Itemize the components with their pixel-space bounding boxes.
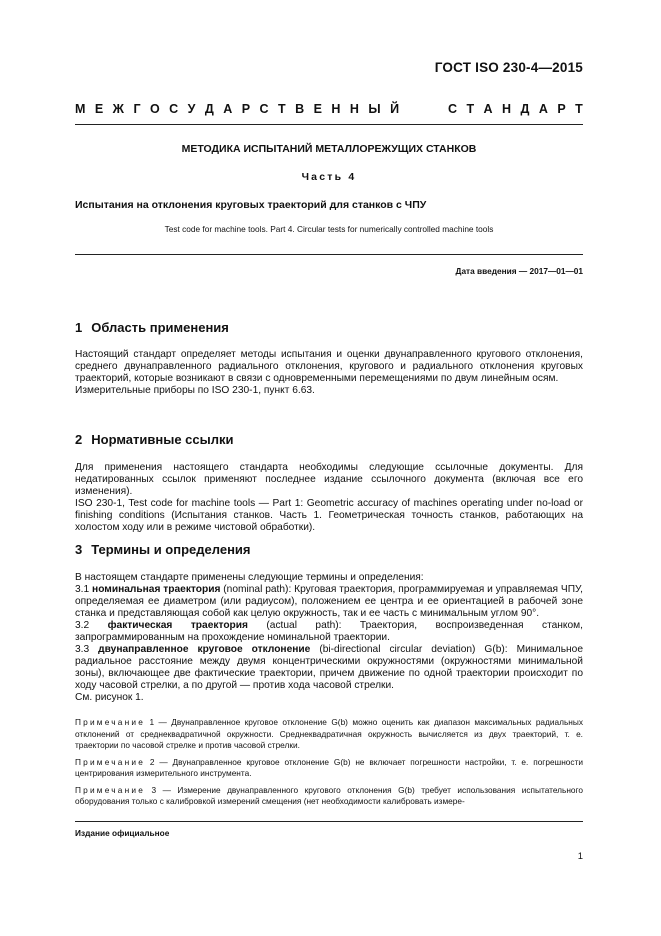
section-3-title: Термины и определения — [91, 542, 251, 557]
note-3 — [75, 785, 583, 808]
edition-label: Издание официальное — [75, 828, 170, 838]
term-3-3 — [75, 644, 583, 692]
notes-block — [75, 717, 583, 813]
part-label: Часть 4 — [301, 171, 357, 183]
term-3-3-name: двунаправленное круговое отклонение — [98, 644, 311, 655]
banner-letter: А — [538, 102, 548, 116]
note-2-label: Примечание — [75, 756, 146, 767]
term-3-2 — [75, 620, 583, 644]
section-1-heading — [75, 320, 229, 335]
banner-letter: Р — [557, 102, 566, 116]
term-3-2-name: фактическая траектория — [107, 620, 248, 631]
banner-letter: А — [483, 102, 493, 116]
title-divider — [75, 254, 583, 255]
term-3-1-name: номинальная траектория — [92, 584, 221, 595]
section-3-body — [75, 572, 583, 704]
section-1-body — [75, 349, 583, 397]
note-3-label: Примечание — [75, 784, 146, 795]
note-1-label: Примечание — [75, 717, 146, 727]
section-3-number: 3 — [75, 542, 83, 557]
banner-letter: Ж — [112, 102, 124, 116]
banner-letter: Е — [94, 102, 104, 116]
standard-number: ГОСТ ISO 230-4—2015 — [434, 60, 583, 75]
banner-letter: Н — [349, 102, 359, 116]
section-2-paragraph-1: Для применения настоящего стандарта необходимы следующие ссылочные документы. Для недатированных ссылок применяют последнее издание ссылочного документа (включая все его изменения). — [75, 462, 583, 497]
banner-letter: О — [149, 102, 160, 116]
introduction-date: Дата введения — 2017—01—01 — [455, 266, 583, 276]
banner-letter: М — [75, 102, 86, 116]
banner-letter: Й — [390, 102, 400, 116]
document-main-title: МЕТОДИКА ИСПЫТАНИЙ МЕТАЛЛОРЕЖУЩИХ СТАНКОВ — [181, 143, 477, 155]
banner-letter: Т — [466, 102, 475, 116]
banner-letter: Н — [331, 102, 341, 116]
term-3-2-definition: (actual path): Траектория, воспроизведенная станком, запрограммированным на прохождение номинальной траектории. — [75, 620, 583, 643]
section-3-intro: В настоящем стандарте применены следующие термины и определения: — [75, 572, 424, 583]
banner-letter: Т — [575, 102, 583, 116]
term-3-3-definition: (bi-directional circular deviation) G(b): Минимальное радиальное расстояние между двумя концентрическими окружностями (окружностями минимальной зоны), включающее две фактические траектории, причем движение по одной траектории происходит по ходу часовой стрелки, а по другой — против хода часовой стрелки. — [75, 644, 583, 691]
banner-letter: Ы — [368, 102, 381, 116]
banner-letter: Д — [204, 102, 214, 116]
banner-gap — [409, 102, 439, 116]
section-1-title: Область применения — [91, 320, 229, 335]
note-1-text: 1 — Двунаправленное круговое отклонение G(b) можно оценить как диапазон максимальных радиальных отклонений от среднеквадратичной окружности. Среднеквадратичная окружность вычисляется из двух траекторий, т. е. траектории по часовой стрелке и против часовой стрелки. — [75, 717, 583, 750]
section-2-body — [75, 462, 583, 534]
banner-letter: Е — [313, 102, 322, 116]
banner-letter: С — [447, 102, 457, 116]
english-title: Test code for machine tools. Part 4. Circular tests for numerically controlled machine tools — [164, 224, 494, 234]
section-2-paragraph-2: ISO 230-1, Test code for machine tools — Part 1: Geometric accuracy of machines operating under no-load or finishing conditions (Испытания станков. Часть 1. Геометрическая точность станков, работающих на холостом ходу или в режиме чистовой обработки). — [75, 498, 583, 533]
interstate-standard-banner — [75, 102, 583, 116]
banner-letter: Д — [520, 102, 530, 116]
section-2-title: Нормативные ссылки — [91, 432, 234, 447]
term-3-1-definition: (nominal path): Круговая траектория, программируемая и управляемая ЧПУ, определяемая ее диаметром (или радиусом), положением ее центра и ее ориентацией в рабочей зоне станка и представляющая собой как целую окружность, так и ее часть с минимальным углом 90°. — [75, 584, 583, 619]
section-1-paragraph-1: Настоящий стандарт определяет методы испытания и оценки двунаправленного кругового отклонения, среднего двунаправленного радиального отклонения, кругового и радиального отклонения круговых траекторий, которые возникают в связи с одновременными перемещениями по двум линейным осям. — [75, 349, 583, 384]
section-2-number: 2 — [75, 432, 83, 447]
document-subtitle: Испытания на отклонения круговых траекторий для станков с ЧПУ — [75, 199, 427, 211]
section-2-heading — [75, 432, 233, 447]
section-1-number: 1 — [75, 320, 83, 335]
term-3-1-number: 3.1 — [75, 584, 90, 595]
banner-letter: Н — [502, 102, 512, 116]
banner-letter: Т — [278, 102, 286, 116]
section-3-heading — [75, 542, 251, 557]
banner-letter: Г — [133, 102, 141, 116]
term-3-1 — [75, 584, 583, 620]
term-3-3-number: 3.3 — [75, 644, 90, 655]
section-1-paragraph-2: Измерительные приборы по ISO 230-1, пункт 6.63. — [75, 385, 315, 396]
page-number: 1 — [577, 851, 583, 862]
banner-letter: С — [169, 102, 179, 116]
note-1 — [75, 717, 583, 752]
top-divider — [75, 124, 583, 125]
note-2-text: 2 — Двунаправленное круговое отклонение G(b) не включает погрешности настройки, т. е. погрешности центрирования измерительного инструмента. — [75, 756, 583, 778]
banner-letter: В — [295, 102, 305, 116]
figure-reference: См. рисунок 1. — [75, 692, 144, 703]
term-3-2-number: 3.2 — [75, 620, 90, 631]
note-3-text: 3 — Измерение двунаправленного кругового отклонения G(b) требует использования испытательного оборудования только с калибровкой измерений смещения (нет необходимости калибровать измере- — [75, 784, 583, 806]
banner-letter: А — [223, 102, 233, 116]
banner-letter: Р — [241, 102, 251, 116]
footer-divider — [75, 821, 583, 822]
banner-letter: С — [259, 102, 269, 116]
note-2 — [75, 757, 583, 780]
banner-letter: У — [187, 102, 196, 116]
